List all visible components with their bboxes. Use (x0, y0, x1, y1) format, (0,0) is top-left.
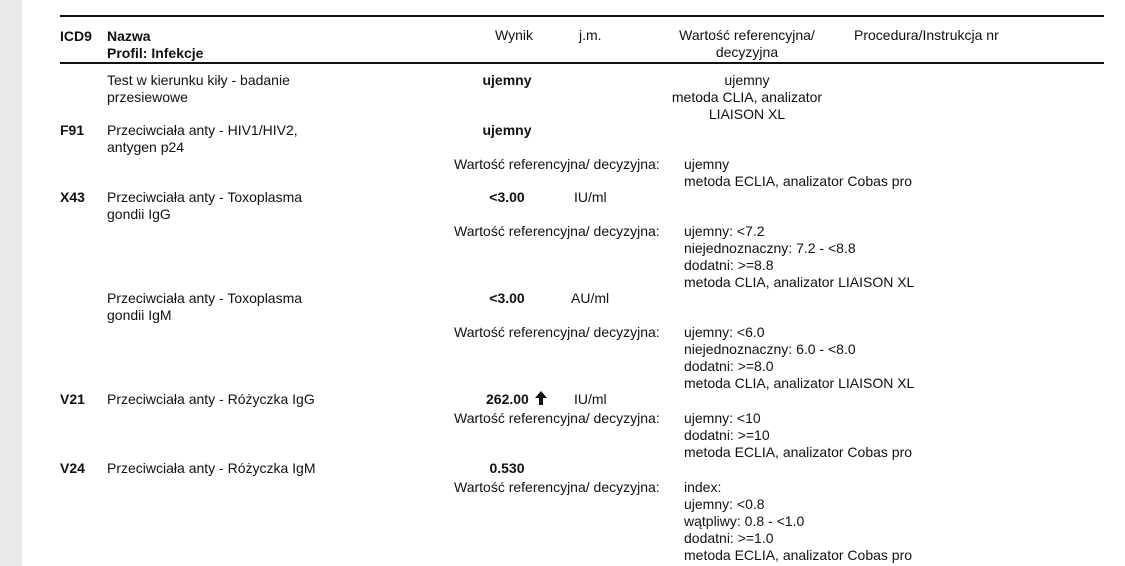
reference-line: ujemny: <7.2 (684, 223, 765, 239)
header-result: Wynik (495, 27, 533, 43)
top-rule (60, 15, 1104, 17)
test-reference-inline (642, 72, 852, 123)
reference-label: Wartość referencyjna/ decyzyjna: (454, 223, 660, 239)
test-code: V24 (60, 460, 85, 476)
reference-line: metoda ECLIA, analizator Cobas pro (684, 444, 913, 460)
reference-line: index: (684, 479, 722, 495)
reference-line: niejednoznaczny: 6.0 - <8.0 (684, 341, 856, 357)
reference-label: Wartość referencyjna/ decyzyjna: (454, 410, 660, 426)
test-name: Przeciwciała anty - HIV1/HIV2, (107, 122, 298, 138)
test-name-cont: antygen p24 (107, 139, 185, 155)
lab-report-page (22, 0, 1125, 566)
reference-label: Wartość referencyjna/ decyzyjna: (454, 324, 660, 340)
reference-line: dodatni: >=10 (684, 427, 770, 443)
test-name: Przeciwciała anty - Toxoplasma (107, 189, 303, 205)
reference-line: metoda CLIA, analizator LIAISON XL (684, 375, 915, 391)
test-name-cont: przesiewowe (107, 89, 188, 105)
test-result: ujemny (482, 72, 532, 88)
test-result-high (486, 391, 548, 408)
reference-values (684, 324, 914, 392)
header-profile: Profil: Infekcje (107, 45, 204, 61)
reference-line: dodatni: >=8.8 (684, 257, 774, 273)
header-name: Nazwa (107, 28, 151, 44)
test-unit: IU/ml (574, 189, 607, 205)
header-procedure: Procedura/Instrukcja nr (854, 27, 999, 43)
test-unit: AU/ml (571, 290, 610, 306)
reference-line: LIAISON XL (708, 106, 786, 122)
reference-line: niejednoznaczny: 7.2 - <8.8 (684, 240, 856, 256)
header-reference-line2: decyzyjna (715, 44, 779, 60)
test-name-cont: gondii IgG (107, 206, 171, 222)
reference-line: dodatni: >=8.0 (684, 358, 774, 374)
reference-line: metoda ECLIA, analizator Cobas pro (684, 173, 913, 189)
reference-values (684, 479, 912, 564)
test-result: <3.00 (489, 189, 525, 205)
test-name: Przeciwciała anty - Toxoplasma (107, 290, 303, 306)
reference-line: dodatni: >=1.0 (684, 530, 774, 546)
reference-label: Wartość referencyjna/ decyzyjna: (454, 156, 660, 172)
reference-line: ujemny: <0.8 (684, 496, 765, 512)
reference-values (684, 156, 912, 190)
test-name: Przeciwciała anty - Różyczka IgG (107, 391, 315, 407)
reference-line: metoda CLIA, analizator (671, 89, 823, 105)
reference-line: metoda CLIA, analizator LIAISON XL (684, 274, 915, 290)
header-icd9: ICD9 (60, 28, 92, 44)
test-name: Przeciwciała anty - Różyczka IgM (107, 460, 316, 476)
reference-line: ujemny (724, 72, 770, 88)
test-result: ujemny (482, 122, 532, 138)
header-reference (667, 27, 827, 61)
test-code: X43 (60, 189, 85, 205)
header-reference-line1: Wartość referencyjna/ (679, 27, 815, 43)
arrow-up-icon (534, 391, 548, 405)
test-name: Test w kierunku kiły - badanie (107, 72, 290, 88)
test-code: F91 (60, 122, 85, 138)
test-result: 0.530 (489, 460, 525, 476)
header-rule (60, 62, 1104, 64)
reference-line: ujemny: <6.0 (684, 324, 765, 340)
test-name-cont: gondii IgM (107, 307, 172, 323)
test-unit: IU/ml (574, 391, 607, 407)
test-code: V21 (60, 391, 85, 407)
reference-line: ujemny (684, 156, 730, 172)
test-result-value: 262.00 (486, 391, 529, 407)
reference-values (684, 410, 912, 461)
test-result: <3.00 (489, 290, 525, 306)
header-unit: j.m. (579, 27, 602, 43)
reference-line: ujemny: <10 (684, 410, 761, 426)
reference-line: metoda ECLIA, analizator Cobas pro (684, 547, 913, 563)
reference-line: wątpliwy: 0.8 - <1.0 (684, 513, 805, 529)
reference-values (684, 223, 914, 291)
reference-label: Wartość referencyjna/ decyzyjna: (454, 479, 660, 495)
